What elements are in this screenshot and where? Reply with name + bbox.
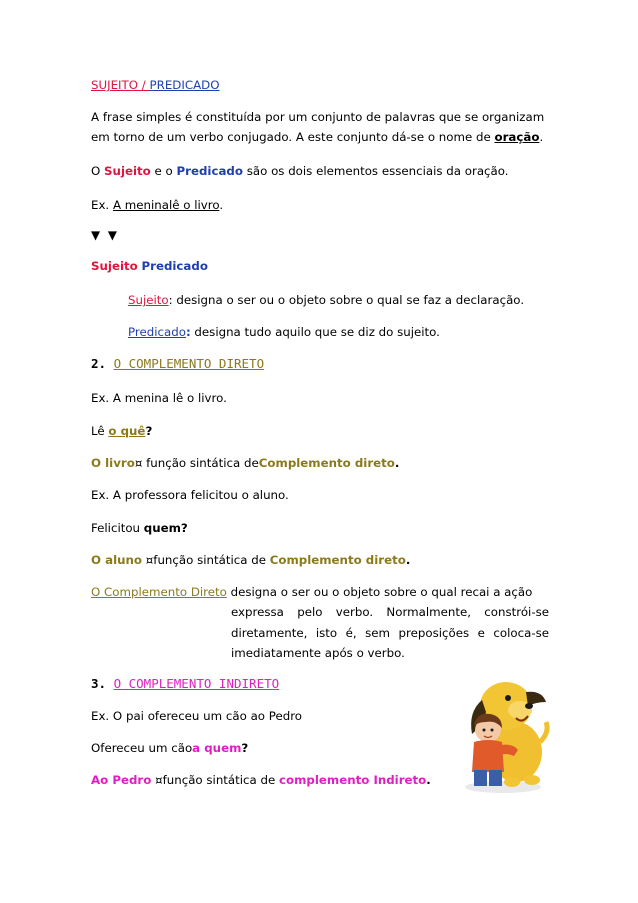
ex1-end: . — [219, 198, 224, 212]
page-title — [91, 77, 220, 93]
section-3-title: O COMPLEMENTO INDIRETO — [113, 676, 280, 691]
ans2-b: ¤ função sintática de — [134, 456, 259, 470]
title-predicado: PREDICADO — [149, 78, 220, 92]
q4-c: ? — [241, 741, 249, 755]
ex1-prefix: Ex. — [91, 198, 113, 212]
question-4 — [91, 740, 248, 756]
q2-c: ? — [145, 424, 153, 438]
section-3-heading — [91, 676, 279, 692]
down-arrows: ▼ ▼ — [91, 228, 119, 242]
cd-first: designa o ser ou o objeto sobre o qual recai a ação — [226, 585, 533, 599]
ans4-a: Ao Pedro — [91, 773, 152, 787]
def-predicado-term: Predicado — [128, 325, 186, 339]
definition-predicado — [128, 324, 440, 340]
cd-term: O Complemento Direto — [91, 585, 227, 599]
q2-b: o quê — [108, 424, 146, 438]
question-3 — [91, 520, 188, 536]
intro-oracao: oração — [494, 130, 540, 144]
section-3-number: 3. — [91, 676, 114, 691]
def-predicado-colon: : — [185, 325, 191, 339]
q3-b: quem? — [143, 521, 188, 535]
title-sujeito: SUJEITO — [91, 78, 139, 92]
answer-4 — [91, 772, 431, 788]
ans3-d: . — [405, 553, 411, 567]
intro-line-2 — [91, 129, 543, 145]
elements-c: são os dois elementos essenciais da oração. — [242, 164, 509, 178]
q2-a: Lê — [91, 424, 109, 438]
ans3-a: O aluno — [91, 553, 143, 567]
q4-a: Ofereceu um cão — [91, 741, 193, 755]
def-sujeito-text: : designa o ser ou o objeto sobre o qual se faz a declaração. — [168, 293, 525, 307]
section-2-heading — [91, 356, 264, 372]
q3-a: Felicitou — [91, 521, 144, 535]
ex1-sentence: A meninalê o livro — [112, 198, 220, 212]
def-predicado-text: designa tudo aquilo que se diz do sujeito. — [190, 325, 440, 339]
elements-sujeito: Sujeito — [104, 164, 151, 178]
elements-b: e o — [150, 164, 177, 178]
example-4: Ex. O pai ofereceu um cão ao Pedro — [91, 709, 303, 723]
elements-a: O — [91, 164, 105, 178]
title-separator: / — [138, 78, 150, 92]
intro-text: em torno de um verbo conjugado. A este conjunto dá-se o nome de — [91, 130, 495, 144]
intro-end: . — [539, 130, 544, 144]
ans2-c: Complemento direto — [258, 456, 395, 470]
definition-sujeito — [128, 292, 524, 308]
ans3-b: ¤função sintática de — [142, 553, 270, 567]
answer-2 — [91, 455, 399, 471]
elements-sentence — [91, 163, 509, 179]
section-2-title: O COMPLEMENTO DIRETO — [113, 356, 265, 371]
example-1 — [91, 197, 223, 213]
boy-hugging-dog-illustration — [456, 672, 550, 798]
q4-b: a quem — [192, 741, 242, 755]
intro-line-1: A frase simples é constituída por um conjunto de palavras que se organizam — [91, 110, 545, 124]
cd-definition-first-line — [91, 584, 532, 600]
ans4-c: complemento Indireto — [279, 773, 427, 787]
example-2: Ex. A menina lê o livro. — [91, 391, 227, 405]
section-2-number: 2. — [91, 356, 114, 371]
ans2-d: . — [394, 456, 400, 470]
ans4-b: ¤função sintática de — [151, 773, 280, 787]
elements-predicado: Predicado — [176, 164, 243, 178]
labels-line — [91, 258, 208, 274]
question-2 — [91, 423, 152, 439]
answer-3 — [91, 552, 410, 568]
cd-definition-rest: expressa pelo verbo. Normalmente, constrói-se diretamente, isto é, sem preposições e coloca-se imediatamente após o verbo. — [231, 605, 549, 660]
label-sujeito: Sujeito — [91, 259, 138, 273]
ans3-c: Complemento direto — [269, 553, 406, 567]
ans2-a: O livro — [91, 456, 135, 470]
example-3: Ex. A professora felicitou o aluno. — [91, 488, 289, 502]
def-sujeito-term: Sujeito — [128, 293, 169, 307]
ans4-d: . — [426, 773, 431, 787]
label-predicado: Predicado — [141, 259, 208, 273]
